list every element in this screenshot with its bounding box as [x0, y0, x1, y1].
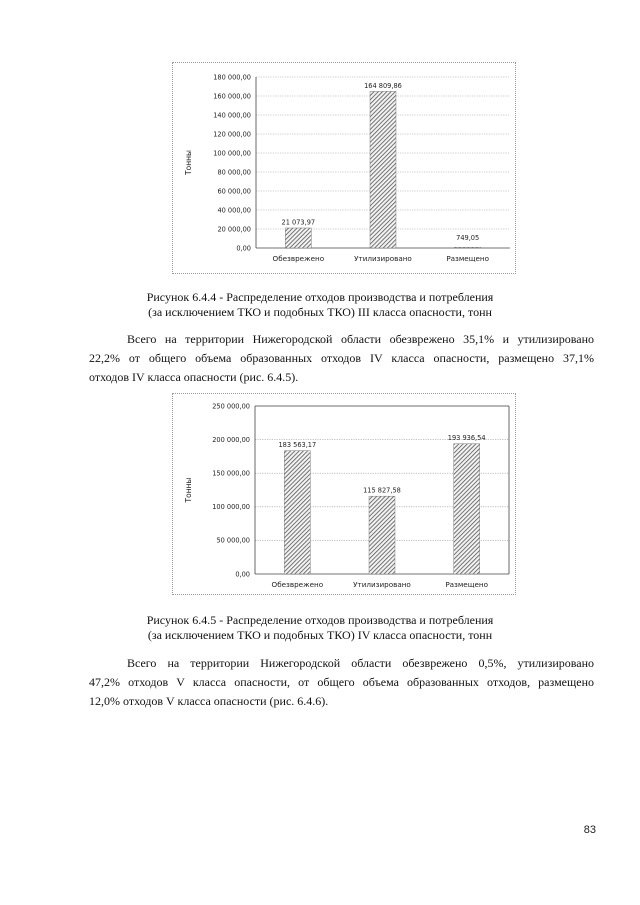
paragraph-class-4 — [89, 330, 594, 387]
data-label: 183 563,17 — [278, 441, 317, 450]
bar — [455, 247, 481, 248]
data-label: 115 827,58 — [363, 486, 401, 495]
y-tick-label: 150 000,00 — [212, 469, 250, 478]
paragraph-line: отходов IV класса опасности (рис. 6.4.5). — [89, 370, 299, 384]
y-tick-label: 60 000,00 — [217, 187, 251, 196]
category-label: Размещено — [445, 580, 489, 589]
y-tick-label: 100 000,00 — [212, 503, 250, 512]
bar — [369, 496, 395, 574]
bar — [284, 451, 310, 574]
bar — [370, 91, 396, 248]
data-label: 21 073,97 — [281, 218, 316, 227]
paragraph-class-5 — [89, 654, 594, 711]
paragraph-line: Всего на территории Нижегородской области обезврежено 0,5%, утилизировано — [127, 656, 594, 670]
bar — [454, 444, 480, 574]
page-number: 83 — [583, 824, 596, 836]
y-tick-label: 0,00 — [235, 570, 250, 579]
caption-line: (за исключением ТКО и подобных ТКО) III класса опасности, тонн — [148, 305, 492, 319]
figure-caption-6-4-4 — [60, 290, 580, 320]
paragraph-line: 12,0% отходов V класса опасности (рис. 6.4.6). — [89, 694, 329, 708]
y-tick-label: 250 000,00 — [212, 402, 250, 411]
chart-class-3-svg — [173, 63, 515, 273]
paragraph-line: Всего на территории Нижегородской области обезврежено 35,1% и утилизировано — [127, 332, 594, 346]
category-label: Утилизировано — [353, 580, 411, 589]
caption-line: Рисунок 6.4.4 - Распределение отходов производства и потребления — [146, 290, 494, 304]
chart-class-3 — [172, 62, 516, 274]
chart-class-4 — [172, 393, 516, 595]
y-tick-label: 80 000,00 — [217, 168, 251, 177]
y-tick-label: 100 000,00 — [213, 149, 251, 158]
category-label: Утилизировано — [354, 254, 412, 263]
chart-class-4-svg — [173, 394, 515, 594]
bar — [285, 228, 311, 248]
caption-line: (за исключением ТКО и подобных ТКО) IV класса опасности, тонн — [147, 628, 493, 642]
y-tick-label: 180 000,00 — [213, 73, 251, 82]
y-tick-label: 0,00 — [236, 244, 251, 253]
y-tick-label: 200 000,00 — [212, 435, 250, 444]
data-label: 749,05 — [456, 234, 480, 242]
category-label: Обезврежено — [272, 254, 325, 263]
data-label: 193 936,54 — [447, 434, 486, 443]
y-axis-title: Тонны — [184, 477, 193, 503]
paragraph-line: 22,2% от общего объема образованных отходов IV класса опасности, размещено 37,1% — [89, 351, 594, 365]
paragraph-line: 47,2% отходов V класса опасности, от общего объема образованных отходов, размещено — [89, 675, 594, 689]
data-label: 164 809,86 — [364, 81, 402, 90]
category-label: Обезврежено — [271, 580, 324, 589]
y-tick-label: 160 000,00 — [213, 92, 251, 101]
y-tick-label: 40 000,00 — [217, 206, 251, 215]
y-tick-label: 20 000,00 — [217, 225, 251, 234]
y-tick-label: 50 000,00 — [216, 536, 250, 545]
caption-line: Рисунок 6.4.5 - Распределение отходов производства и потребления — [146, 613, 494, 627]
y-tick-label: 120 000,00 — [213, 130, 251, 139]
figure-caption-6-4-5 — [60, 613, 580, 643]
category-label: Размещено — [446, 254, 490, 263]
y-tick-label: 140 000,00 — [213, 111, 251, 120]
y-axis-title: Тонны — [184, 150, 193, 175]
